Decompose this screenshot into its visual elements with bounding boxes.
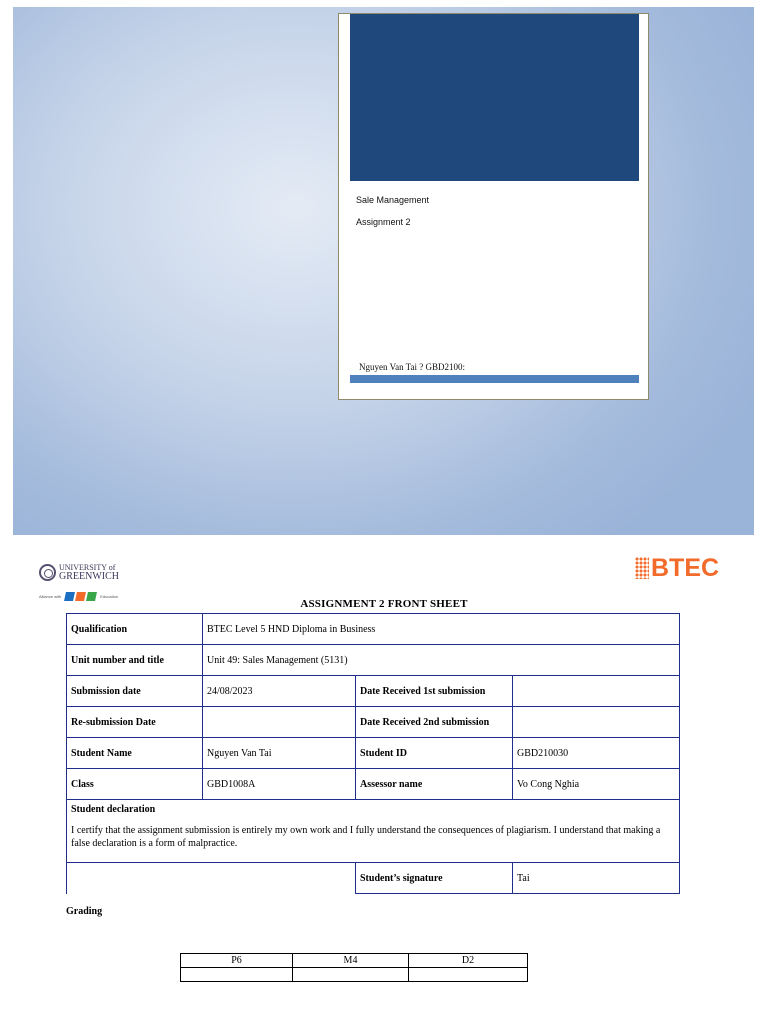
unit-label: Unit number and title [67,645,203,676]
unit-value: Unit 49: Sales Management (5131) [203,645,680,676]
front-sheet-table [66,613,680,894]
date-received-2-label: Date Received 2nd submission [356,707,513,738]
front-sheet-title: ASSIGNMENT 2 FRONT SHEET [300,598,468,610]
declaration-heading: Student declaration [71,804,156,815]
cover-author: Nguyen Van Tai ? GBD2100: [359,362,466,372]
grade-cell-m4 [293,968,409,982]
submission-date-value: 24/08/2023 [203,676,356,707]
cover-subtitle: Assignment 2 [356,217,411,227]
row-student [67,738,680,769]
cover-page [338,13,649,400]
btec-dots-icon [635,557,649,579]
grading-label: Grading [66,906,103,917]
student-name-label: Student Name [67,738,203,769]
signature-spacer [67,863,356,894]
grade-cell-d2 [409,968,528,982]
grade-header-p6: P6 [181,954,293,968]
student-id-label: Student ID [356,738,513,769]
alliance-text: Alliance with [39,593,62,599]
signature-value: Tai [513,863,680,894]
date-received-1-value [513,676,680,707]
grading-value-row [181,968,528,982]
qualification-value: BTEC Level 5 HND Diploma in Business [203,614,680,645]
resubmission-label: Re-submission Date [67,707,203,738]
greenwich-logo-line1: UNIVERSITY of [59,563,116,572]
row-signature [67,863,680,894]
assessor-value: Vo Cong Nghia [513,769,680,800]
btec-logo [635,553,719,583]
grade-header-m4: M4 [293,954,409,968]
cover-footer-bar [350,375,639,383]
grading-table [180,953,528,982]
row-class [67,769,680,800]
submission-date-label: Submission date [67,676,203,707]
declaration-text: I certify that the assignment submission is entirely my own work and I fully understand the consequences of plagiarism. I understand that making a false declaration is a form of malpractice. [71,825,661,849]
class-value: GBD1008A [203,769,356,800]
btec-logo-text: BTEC [651,553,720,582]
row-declaration [67,800,680,863]
declaration-cell [67,800,680,863]
resubmission-value [203,707,356,738]
student-id-value: GBD210030 [513,738,680,769]
row-qualification [67,614,680,645]
row-submission-date [67,676,680,707]
row-resubmission [67,707,680,738]
date-received-2-value [513,707,680,738]
student-name-value: Nguyen Van Tai [203,738,356,769]
cover-title-band [350,14,639,181]
class-label: Class [67,769,203,800]
signature-label: Student’s signature [356,863,513,894]
qualification-label: Qualification [67,614,203,645]
grade-header-d2: D2 [409,954,528,968]
row-unit [67,645,680,676]
greenwich-seal-icon [39,564,56,581]
greenwich-logo-line2: GREENWICH [59,571,119,582]
date-received-1-label: Date Received 1st submission [356,676,513,707]
cover-title: Sale Management [356,195,430,205]
grade-cell-p6 [181,968,293,982]
grading-header-row [181,954,528,968]
fpt-education-text: Education [100,593,119,599]
greenwich-logo [39,561,119,583]
assessor-label: Assessor name [356,769,513,800]
